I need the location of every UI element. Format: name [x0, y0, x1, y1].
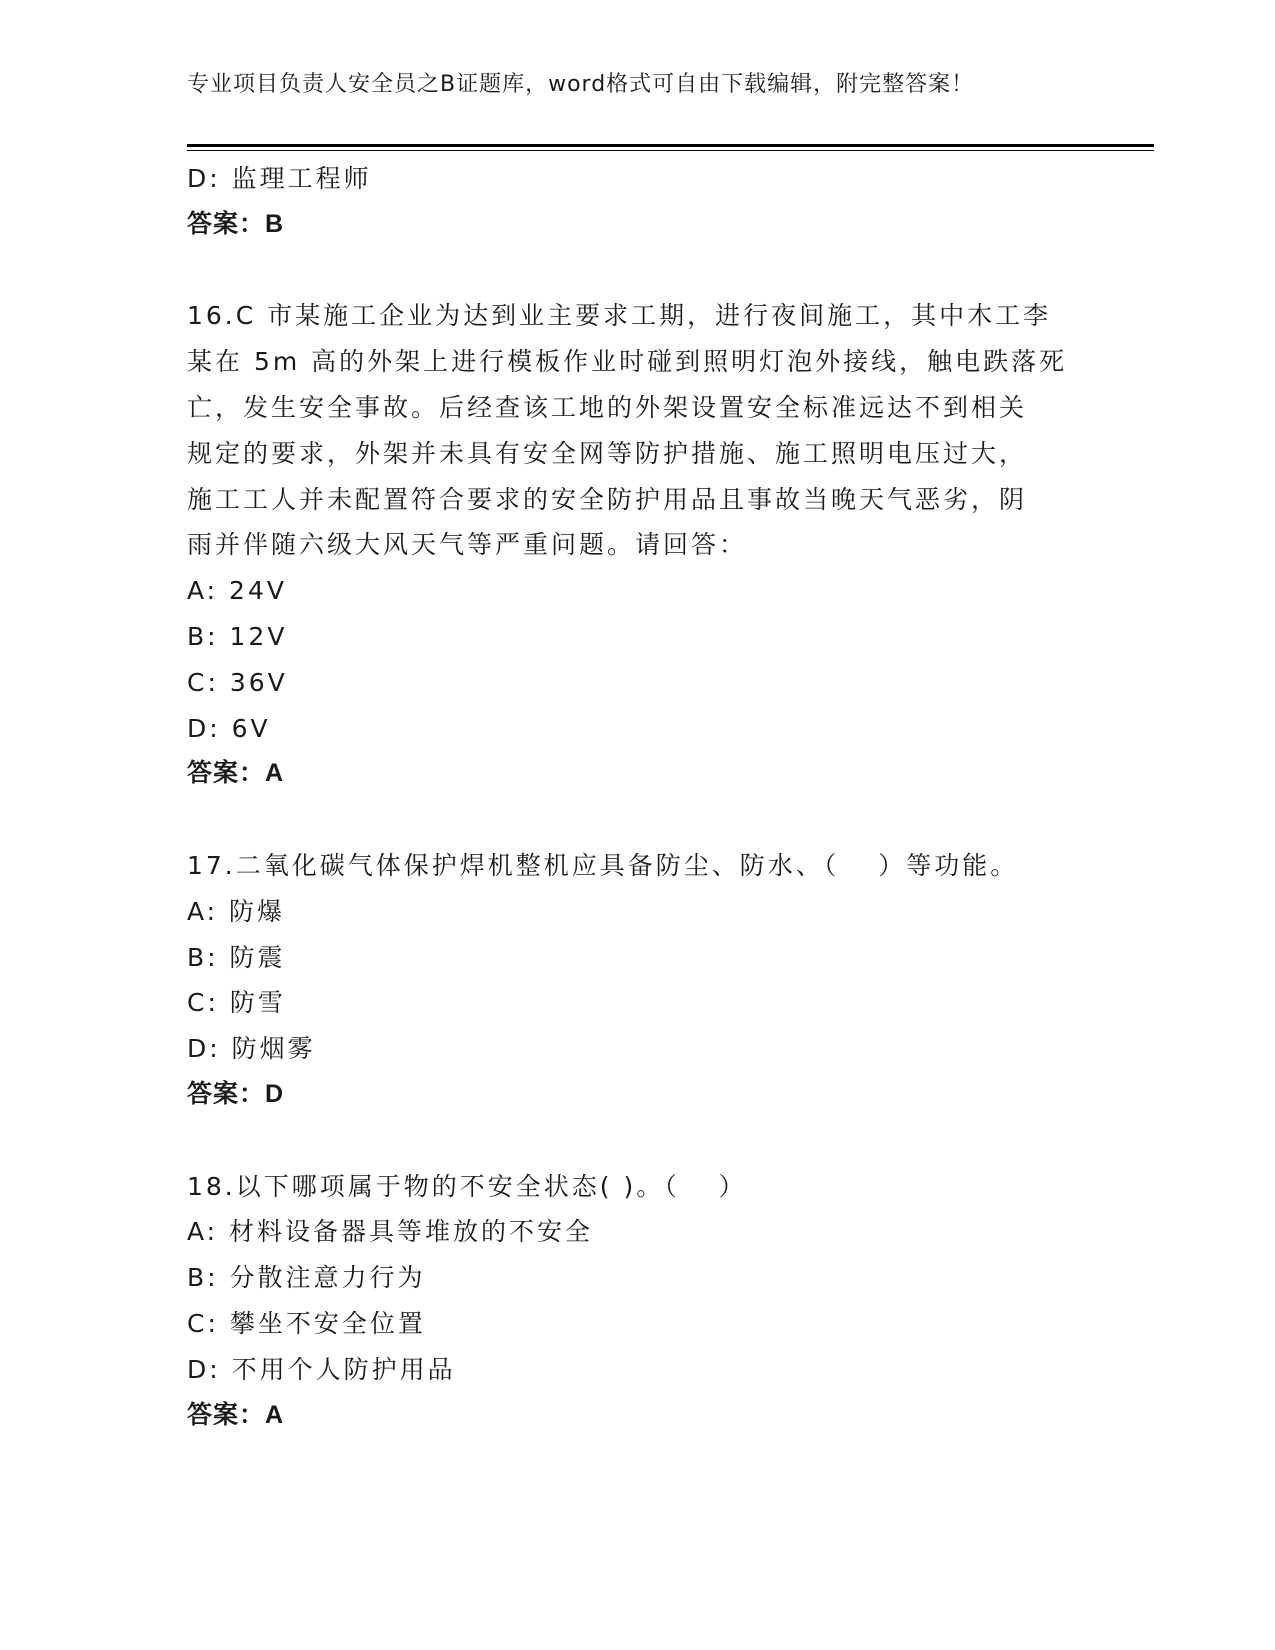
question-16: [187, 293, 1087, 797]
stem-line: 某在 5m 高的外架上进行模板作业时碰到照明灯泡外接线，触电跌落死: [187, 347, 1068, 377]
option-a: A: 24V: [187, 576, 287, 606]
option-c: C: 防雪: [187, 988, 286, 1018]
prev-question: [187, 156, 1087, 248]
option-c: C: 攀坐不安全位置: [187, 1308, 426, 1338]
page-header: 专业项目负责人安全员之B证题库，word格式可自由下载编辑，附完整答案！: [187, 72, 975, 97]
stem-line: 亡，发生安全事故。后经查该工地的外架设置安全标准远达不到相关: [187, 392, 1028, 422]
answer-line: 答案：D: [187, 1079, 285, 1108]
header-divider: [187, 144, 1154, 151]
question-stem: [187, 1164, 1087, 1210]
option-b: B: 分散注意力行为: [187, 1263, 426, 1293]
question-18: [187, 1164, 1087, 1439]
stem-line: 17.二氧化碳气体保护焊机整机应具备防尘、防水、（ ）等功能。: [187, 850, 1019, 880]
option-d: D: 不用个人防护用品: [187, 1354, 456, 1384]
answer-line: 答案：A: [187, 1400, 285, 1429]
answer-line: 答案：B: [187, 209, 285, 238]
answer-line: 答案：A: [187, 759, 285, 788]
option-a: A: 防爆: [187, 896, 286, 926]
option-a: A: 材料设备器具等堆放的不安全: [187, 1217, 594, 1247]
question-stem: [187, 843, 1087, 889]
stem-line: 18.以下哪项属于物的不安全状态( )。（ ）: [187, 1171, 747, 1201]
option-d: D: 监理工程师: [187, 164, 372, 193]
stem-line: 16.C 市某施工企业为达到业主要求工期，进行夜间施工，其中木工李: [187, 301, 1052, 331]
option-d: D: 6V: [187, 713, 271, 743]
option-c: C: 36V: [187, 667, 288, 697]
stem-line: 施工工人并未配置符合要求的安全防护用品且事故当晚天气恶劣，阴: [187, 484, 1028, 514]
option-b: B: 防震: [187, 942, 286, 972]
option-b: B: 12V: [187, 621, 288, 651]
question-17: [187, 843, 1087, 1118]
question-stem: [187, 293, 1087, 568]
stem-line: 雨并伴随六级大风天气等严重问题。请回答：: [187, 530, 748, 560]
document-body: [187, 156, 1087, 1438]
stem-line: 规定的要求，外架并未具有安全网等防护措施、施工照明电压过大，: [187, 438, 1028, 468]
option-d: D: 防烟雾: [187, 1034, 316, 1064]
